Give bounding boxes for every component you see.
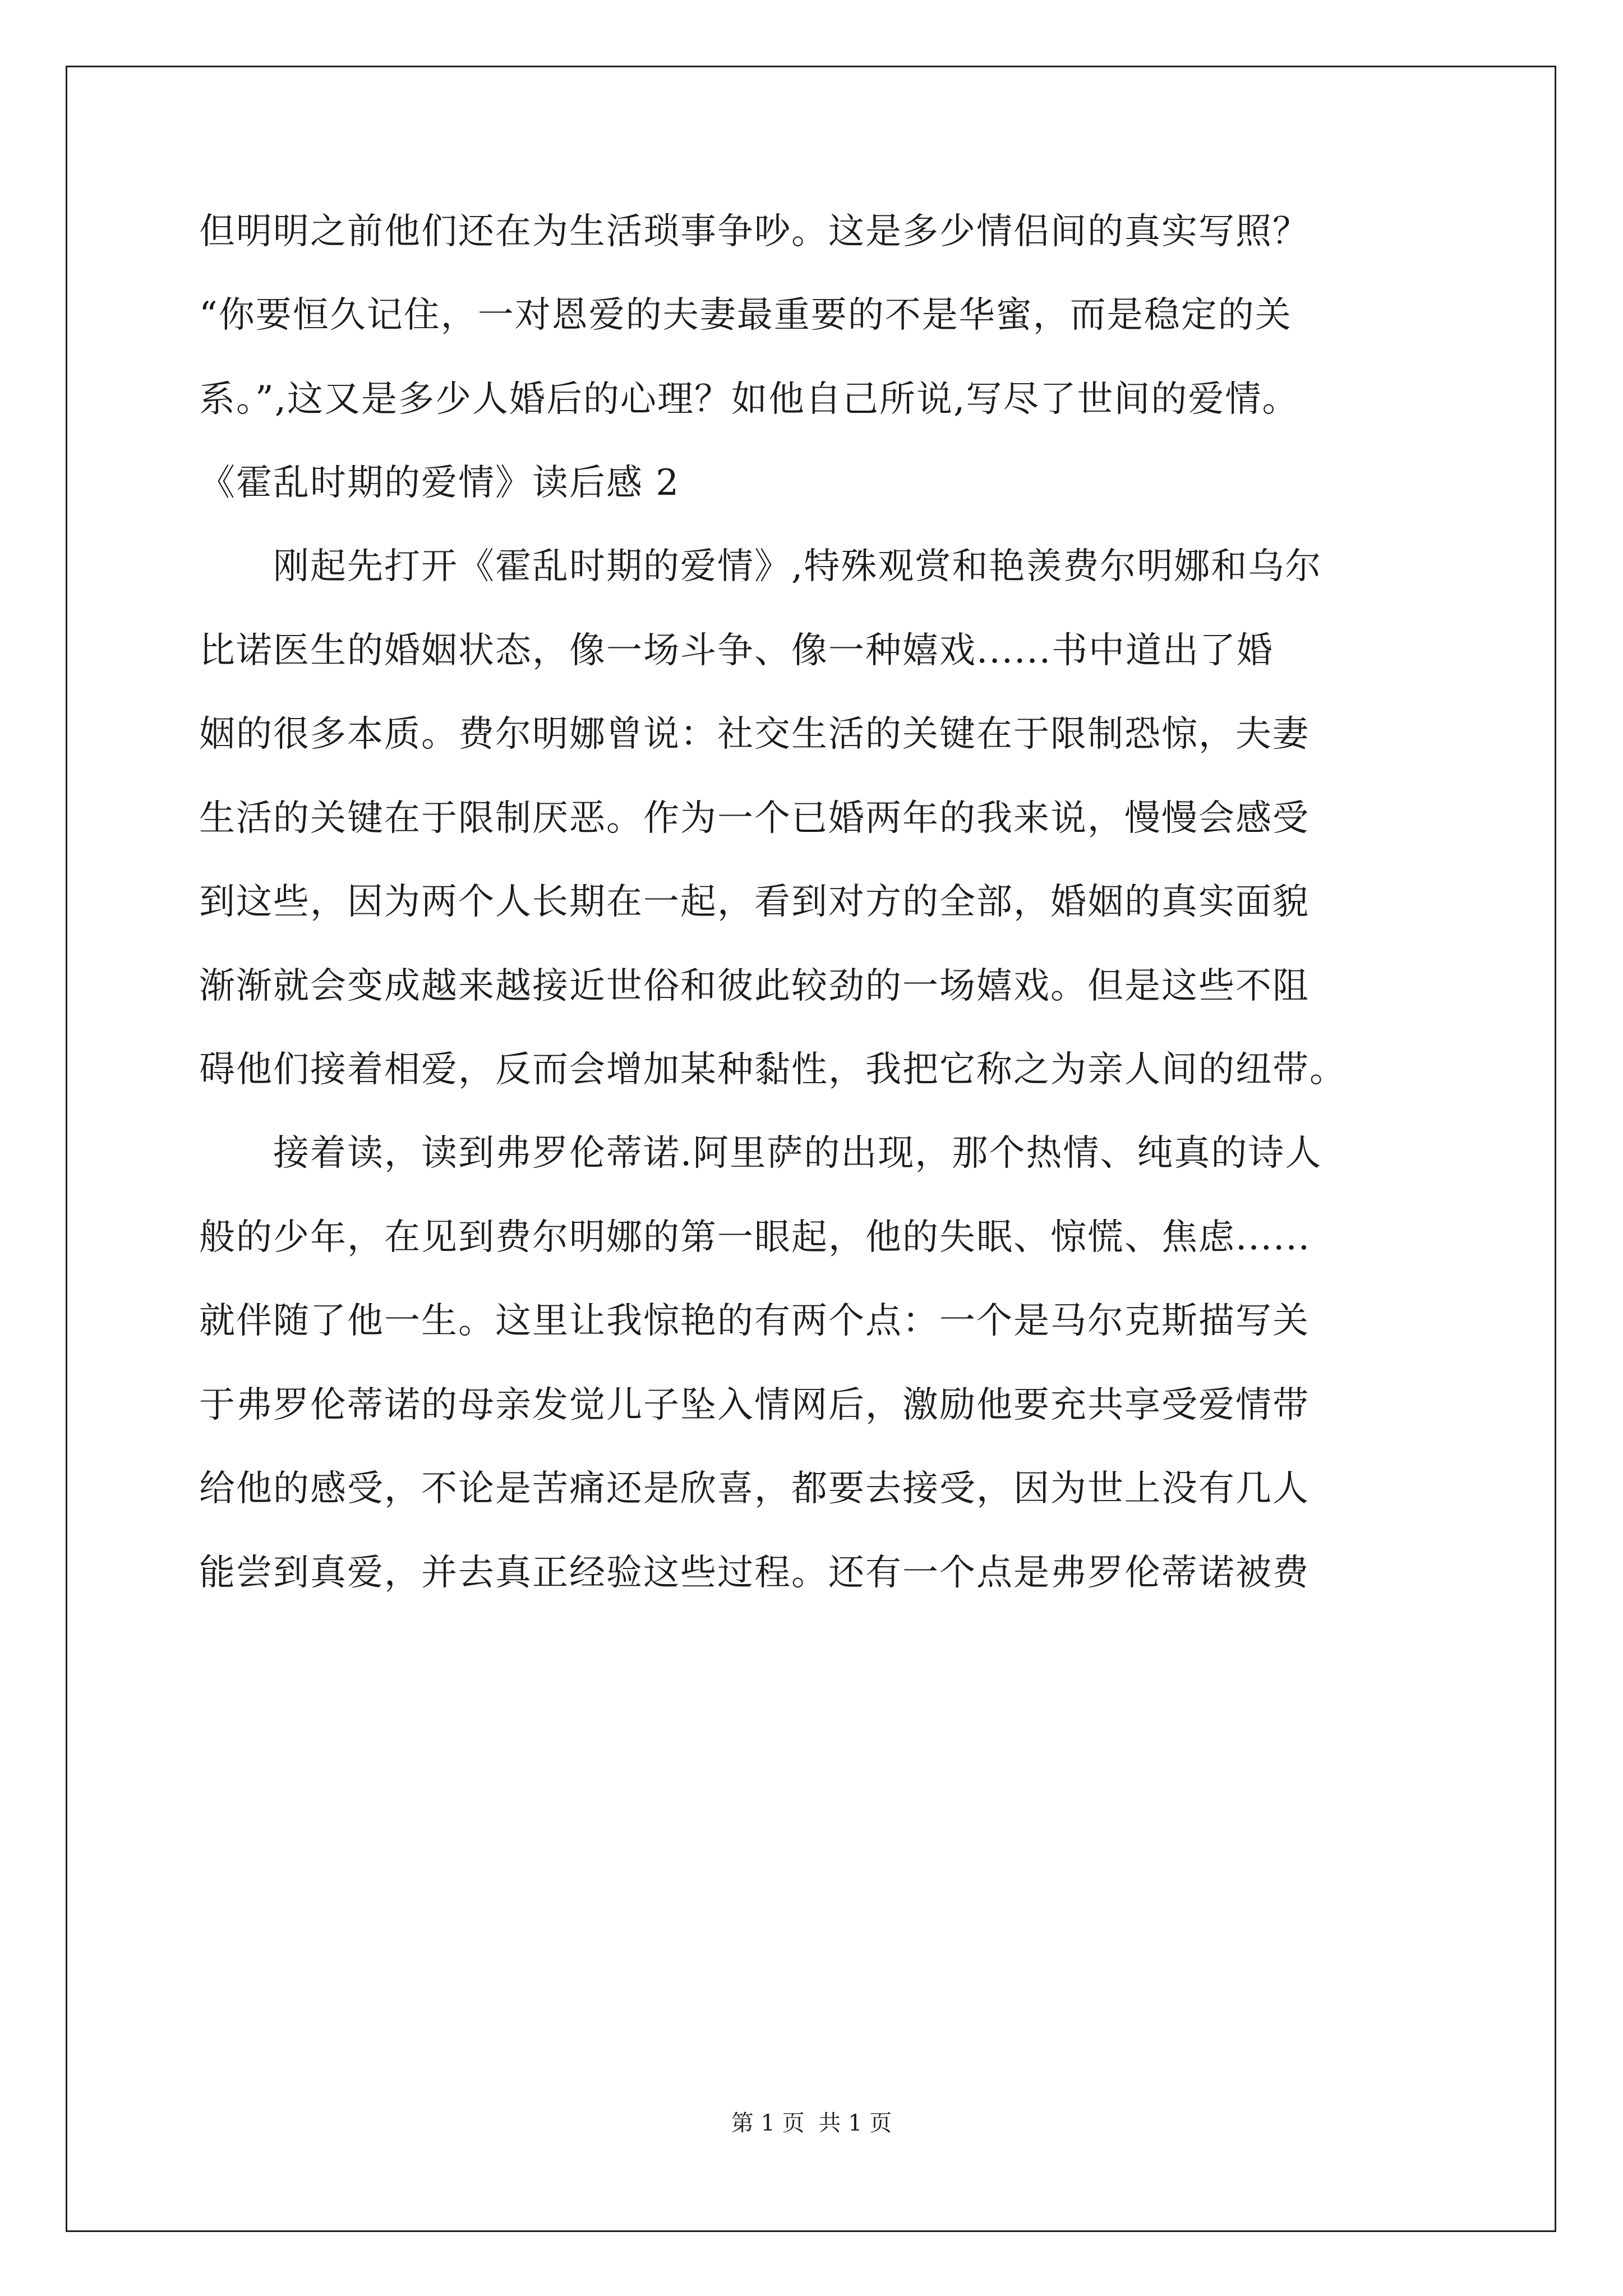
text-line: 于弗罗伦蒂诺的母亲发觉儿子坠入情网后，激励他要充共享受爱情带	[199, 1384, 1310, 1426]
text-line: 生活的关键在于限制厌恶。作为一个已婚两年的我来说，慢慢会感受	[199, 798, 1310, 839]
section-heading: 《霍乱时期的爱情》读后感 2	[199, 462, 680, 504]
page-number: 第 1 页	[731, 2110, 805, 2136]
text-line: 系。”,这又是多少人婚后的心理？如他自己所说,写尽了世间的爱情。	[199, 379, 1299, 420]
text-line: 就伴随了他一生。这里让我惊艳的有两个点：一个是马尔克斯描写关	[199, 1300, 1310, 1342]
text-line: 但明明之前他们还在为生活琐事争吵。这是多少情侣间的真实写照？	[199, 211, 1310, 252]
text-line: 刚起先打开《霍乱时期的爱情》,特殊观赏和艳羡费尔明娜和乌尔	[199, 546, 1322, 587]
text-line: 姻的很多本质。费尔明娜曾说：社交生活的关键在于限制恐惊，夫妻	[199, 714, 1310, 755]
text-line: 接着读，读到弗罗伦蒂诺.阿里萨的出现，那个热情、纯真的诗人	[199, 1133, 1322, 1174]
text-line: 比诺医生的婚姻状态，像一场斗争、像一种嬉戏......书中道出了婚	[199, 630, 1274, 671]
page-footer	[0, 2109, 1623, 2137]
text-line: 渐渐就会变成越来越接近世俗和彼此较劲的一场嬉戏。但是这些不阻	[199, 965, 1310, 1007]
text-line: “你要恒久记住，一对恩爱的夫妻最重要的不是华蜜，而是稳定的关	[199, 295, 1292, 336]
text-line: 能尝到真爱，并去真正经验这些过程。还有一个点是弗罗伦蒂诺被费	[199, 1552, 1310, 1594]
text-line: 般的少年，在见到费尔明娜的第一眼起，他的失眠、惊慌、焦虑......	[199, 1217, 1311, 1258]
page-total: 共 1 页	[818, 2110, 892, 2136]
text-line: 给他的感受，不论是苦痛还是欣喜，都要去接受，因为世上没有几人	[199, 1468, 1310, 1510]
text-line: 碍他们接着相爱，反而会增加某种黏性，我把它称之为亲人间的纽带。	[199, 1049, 1347, 1091]
text-line: 到这些，因为两个人长期在一起，看到对方的全部，婚姻的真实面貌	[199, 881, 1310, 923]
